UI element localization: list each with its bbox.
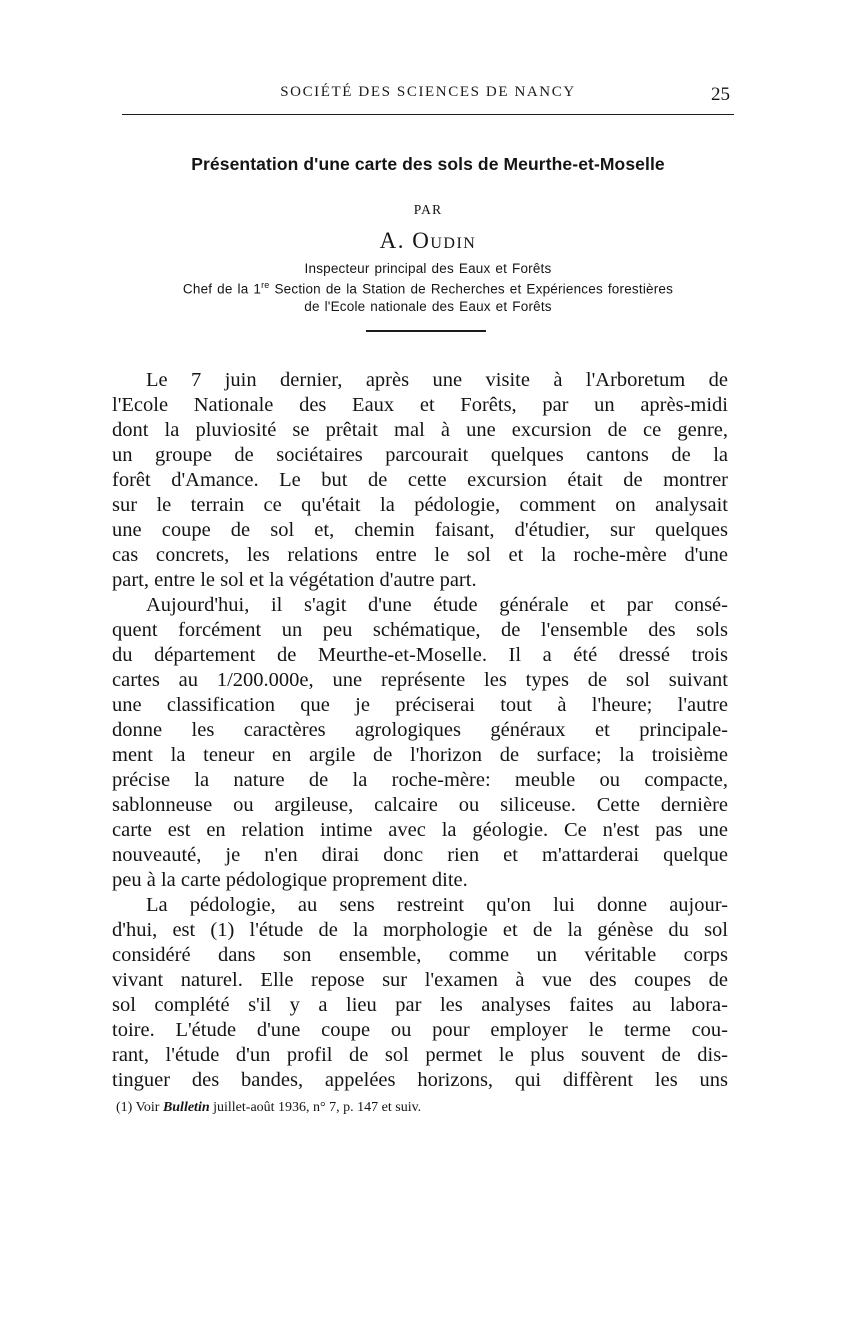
running-header [122,84,734,110]
footnote [116,1100,728,1116]
body-line: forêt d'Amance. Le but de cette excursion était de montrer [112,469,728,491]
body-line: cartes au 1/200.000e, une représente les types de sol suivant [112,669,728,691]
body-line: part, entre le sol et la végétation d'autre part. [112,569,477,591]
body-line: tinguer des bandes, appelées horizons, qui diffèrent les uns [112,1069,728,1091]
page-number: 25 [711,84,730,105]
body-line: l'Ecole Nationale des Eaux et Forêts, par un après-midi [112,394,728,416]
footnote-before: (1) Voir [116,1100,163,1115]
header-rule [122,114,734,115]
body-line: vivant naturel. Elle repose sur l'examen à vue des coupes de [112,969,728,991]
affiliation-2-superscript: re [261,280,270,290]
title-separator-rule [366,330,486,332]
affiliation-2-after: Section de la Station de Recherches et Expériences forestières [269,281,674,297]
body-line: Le 7 juin dernier, après une visite à l'Arboretum de [146,369,728,391]
body-line: nouveauté, je n'en dirai donc rien et m'attarderai quelque [112,844,728,866]
body-line: sur le terrain ce qu'était la pédologie, comment on analysait [112,494,728,516]
author-name: A. Oudin [379,228,477,253]
body-line: un groupe de sociétaires parcourait quelques cantons de la [112,444,728,466]
affiliation-line-3: de l'Ecole nationale des Eaux et Forêts [304,299,552,314]
body-line: Aujourd'hui, il s'agit d'une étude générale et par consé- [146,594,728,616]
body-line: peu à la carte pédologique proprement dite. [112,869,468,891]
affiliation-line-1: Inspecteur principal des Eaux et Forêts [304,261,552,276]
body-line: sol complété s'il y a lieu par les analyses faites au labora- [112,994,728,1016]
body-line: ment la teneur en argile de l'horizon de surface; la troisième [112,744,728,766]
body-line: considéré dans son ensemble, comme un véritable corps [112,944,728,966]
body-line: sablonneuse ou argileuse, calcaire ou siliceuse. Cette dernière [112,794,728,816]
body-line: toire. L'étude d'une coupe ou pour employer le terme cou- [112,1019,728,1041]
body-line: dont la pluviosité se prêtait mal à une excursion de ce genre, [112,419,728,441]
body-line: rant, l'étude d'un profil de sol permet le plus souvent de dis- [112,1044,728,1066]
body-line: cas concrets, les relations entre le sol et la roche-mère d'une [112,544,728,566]
affiliation-2-before: Chef de la 1 [182,281,262,297]
body-line: quent forcément un peu schématique, de l'ensemble des sols [112,619,728,641]
article-title: Présentation d'une carte des sols de Meurthe-et-Moselle [191,154,665,174]
affiliation-line-2 [100,280,756,297]
body-line: d'hui, est (1) l'étude de la morphologie et de la génèse du sol [112,919,728,941]
body-line: précise la nature de la roche-mère: meuble ou compacte, [112,769,728,791]
body-line: une coupe de sol et, chemin faisant, d'étudier, sur quelques [112,519,728,541]
running-title: SOCIÉTÉ DES SCIENCES DE NANCY [280,84,576,100]
body-line: du département de Meurthe-et-Moselle. Il a été dressé trois [112,644,728,666]
body-line: carte est en relation intime avec la géologie. Ce n'est pas une [112,819,728,841]
footnote-journal: Bulletin [162,1100,210,1115]
body-line: une classification que je préciserai tout à l'heure; l'autre [112,694,728,716]
body-line: donne les caractères agrologiques généraux et principale- [112,719,728,741]
footnote-after: juillet-août 1936, n° 7, p. 147 et suiv. [209,1100,422,1115]
by-line: PAR [413,202,443,217]
body-line: La pédologie, au sens restreint qu'on lui donne aujour- [146,894,728,916]
